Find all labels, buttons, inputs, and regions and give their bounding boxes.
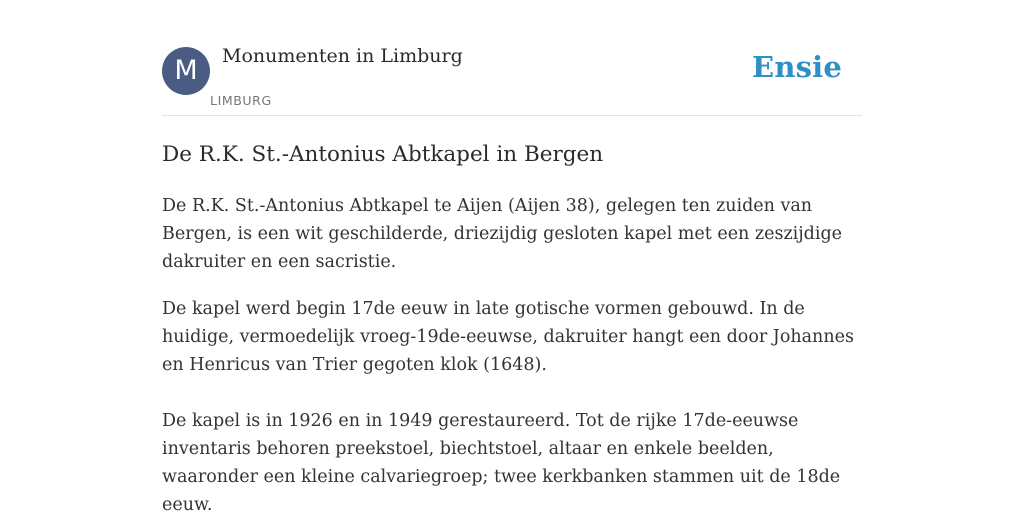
header	[162, 0, 862, 116]
article	[162, 139, 862, 519]
avatar[interactable]: M	[162, 47, 210, 95]
article-title: De R.K. St.-Antonius Abtkapel in Bergen	[162, 142, 604, 167]
article-paragraph-1: De R.K. St.-Antonius Abtkapel te Aijen (Aijen 38), gelegen ten zuiden van Bergen, is een wit geschilderde, driezijdig gesloten kapel met een zeszijdige dakruiter en een sacristie.	[162, 196, 843, 272]
article-paragraph-2: De kapel werd begin 17de eeuw in late gotische vormen gebouwd. In de huidige, vermoedelijk vroeg-19de-eeuwse, dakruiter hangt een door Johannes en Henricus van Trier gegoten klok (1648). De kapel is in 1926 en in 1949 gerestaureerd. Tot de rijke 17de-eeuwse inventaris behoren preekstoel, biechtstoel, altaar en enkele beelden, waaronder een kleine calvariegroep; twee kerkbanken stammen uit de 18de eeuw.	[162, 299, 854, 515]
page	[162, 0, 862, 515]
site-title-link[interactable]: Monumenten in Limburg	[222, 45, 463, 67]
brand-logo-link[interactable]: Ensie	[752, 50, 842, 84]
category-link[interactable]: LIMBURG	[210, 93, 272, 108]
